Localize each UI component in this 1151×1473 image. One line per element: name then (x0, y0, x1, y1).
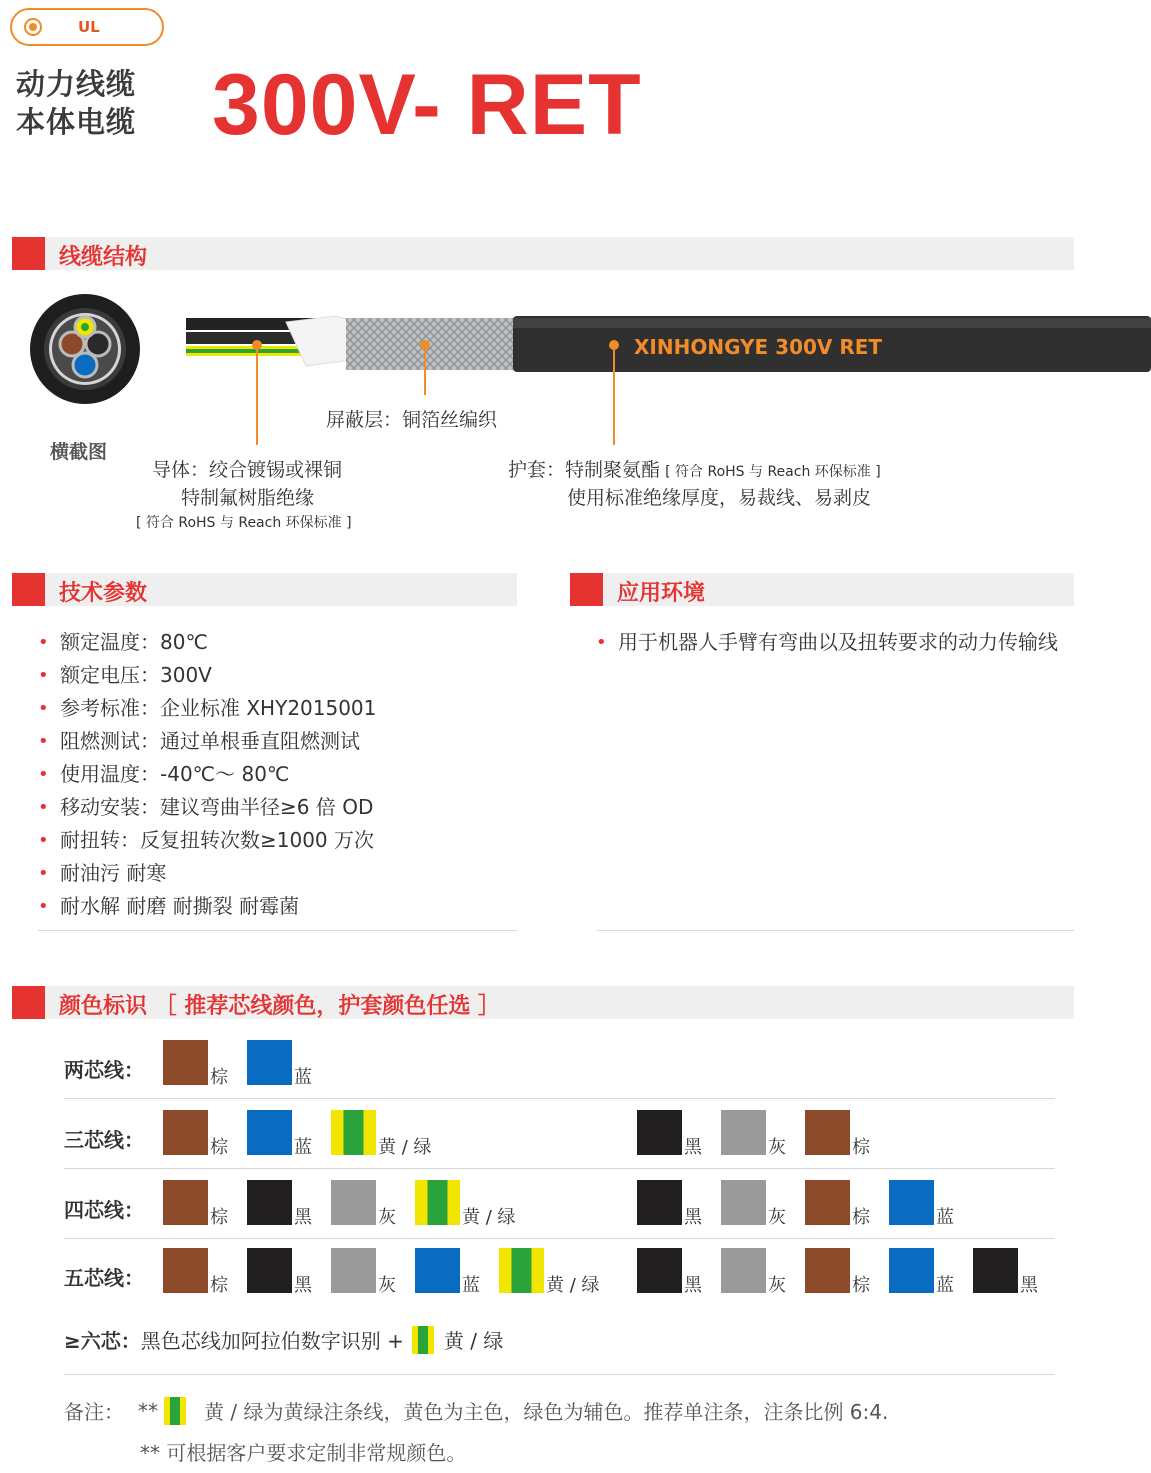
color-name: 灰 (768, 1275, 786, 1296)
list-item: • 使用温度：-40℃～ 80℃ (38, 758, 518, 791)
note-1: 黄 / 绿为黄绿注条线，黄色为主色，绿色为辅色。推荐单注条，注条比例 6:4. (204, 1400, 889, 1424)
color-swatch (331, 1248, 376, 1293)
color-name: 黄 / 绿 (462, 1207, 516, 1228)
color-swatch (889, 1248, 934, 1293)
cable-print-text: XINHONGYE 300V RET (634, 335, 883, 359)
color-swatch (721, 1248, 766, 1293)
section-marker (12, 986, 45, 1019)
color-swatch (331, 1180, 376, 1225)
note-label: 备注： (64, 1400, 124, 1424)
color-swatch (415, 1180, 460, 1225)
section-bar-structure (12, 237, 1074, 270)
section-bar-application (570, 573, 1074, 606)
divider (64, 1238, 1055, 1239)
color-swatch (973, 1248, 1018, 1293)
conductor-label: 导体：绞合镀锡或裸铜 (152, 459, 343, 481)
color-name: 棕 (210, 1275, 228, 1296)
six-core-yg-label: 黄 / 绿 (443, 1329, 504, 1353)
color-swatch (637, 1248, 682, 1293)
color-name: 灰 (378, 1207, 396, 1228)
section-bar-tech (12, 573, 517, 606)
color-swatch (721, 1110, 766, 1155)
six-core-label: ≥六芯： (64, 1329, 141, 1353)
yellow-green-swatch (164, 1397, 186, 1425)
tech-param-list (38, 626, 518, 923)
color-name: 棕 (210, 1207, 228, 1228)
note-row-1 (64, 1396, 888, 1425)
color-name: 灰 (378, 1275, 396, 1296)
color-name: 棕 (852, 1275, 870, 1296)
color-name: 蓝 (936, 1275, 954, 1296)
color-name: 蓝 (936, 1207, 954, 1228)
color-swatch (721, 1180, 766, 1225)
jacket-label: 护套：特制聚氨酯 (508, 459, 661, 481)
shield-pointer (424, 345, 426, 395)
color-name: 棕 (852, 1137, 870, 1158)
color-name: 蓝 (294, 1067, 312, 1088)
list-item: • 用于机器人手臂有弯曲以及扭转要求的动力传输线 (596, 626, 1136, 659)
color-swatch (499, 1248, 544, 1293)
jacket-description: 使用标准绝缘厚度，易裁线、易剥皮 (567, 487, 872, 509)
color-swatch (805, 1110, 850, 1155)
section-marker (12, 237, 45, 270)
six-core-row (64, 1325, 503, 1354)
standard-badge (10, 8, 164, 46)
list-item: • 耐水解 耐磨 耐撕裂 耐霉菌 (38, 890, 518, 923)
divider (38, 930, 517, 931)
color-name: 蓝 (462, 1275, 480, 1296)
color-swatch (637, 1110, 682, 1155)
note-2: ** 可根据客户要求定制非常规颜色。 (140, 1441, 467, 1465)
list-item: • 阻燃测试：通过单根垂直阻燃测试 (38, 725, 518, 758)
jacket-pointer (613, 345, 615, 445)
color-swatch (163, 1248, 208, 1293)
color-name: 黑 (684, 1137, 702, 1158)
color-swatch (247, 1180, 292, 1225)
color-name: 棕 (210, 1137, 228, 1158)
list-item: • 额定电压：300V (38, 659, 518, 692)
color-swatch (163, 1180, 208, 1225)
jacket-label-line (508, 455, 881, 482)
list-item: • 耐扭转：反复扭转次数≥1000 万次 (38, 824, 518, 857)
core-count-label: 四芯线： (64, 1198, 144, 1222)
section-title-application: 应用环境 (617, 581, 706, 606)
jacket-rohs-note: [ 符合 RoHS 与 Reach 环保标准 ] (665, 464, 881, 480)
color-name: 黄 / 绿 (546, 1275, 600, 1296)
divider (597, 930, 1074, 931)
list-item: • 移动安装：建议弯曲半径≥6 倍 OD (38, 791, 518, 824)
color-swatch (331, 1110, 376, 1155)
color-name: 黑 (684, 1275, 702, 1296)
application-list (596, 626, 1136, 659)
shield-label: 屏蔽层：铜箔丝编织 (326, 409, 498, 431)
color-name: 灰 (768, 1207, 786, 1228)
badge-label: UL (78, 18, 100, 36)
color-name: 灰 (768, 1137, 786, 1158)
color-swatch (163, 1040, 208, 1085)
color-swatch (889, 1180, 934, 1225)
cross-section-image (28, 292, 142, 406)
note-stars: ** (138, 1398, 158, 1423)
divider (64, 1374, 1055, 1375)
radio-dot-icon (24, 18, 42, 36)
color-name: 棕 (210, 1067, 228, 1088)
six-core-text: 黑色芯线加阿拉伯数字识别 + (140, 1329, 404, 1353)
list-item: • 额定温度：80℃ (38, 626, 518, 659)
color-name: 蓝 (294, 1137, 312, 1158)
color-swatch (163, 1110, 208, 1155)
color-swatch (247, 1248, 292, 1293)
core-count-label: 两芯线： (64, 1058, 144, 1082)
section-title-colors: 颜色标识 ［ 推荐芯线颜色，护套颜色任选 ］ (59, 994, 500, 1019)
section-marker (570, 573, 603, 606)
color-swatch (805, 1180, 850, 1225)
category-line-1: 动力线缆 (16, 67, 137, 101)
color-swatch (805, 1248, 850, 1293)
core-count-label: 三芯线： (64, 1128, 144, 1152)
color-name: 黑 (294, 1207, 312, 1228)
section-marker (12, 573, 45, 606)
color-name: 棕 (852, 1207, 870, 1228)
yellow-green-swatch (412, 1326, 434, 1354)
section-bar-colors (12, 986, 1074, 1019)
divider (64, 1098, 1055, 1099)
cross-section-label: 横截图 (50, 441, 108, 463)
color-swatch (415, 1248, 460, 1293)
section-title-structure: 线缆结构 (59, 245, 148, 270)
divider (64, 1168, 1055, 1169)
list-item: • 参考标准：企业标准 XHY2015001 (38, 692, 518, 725)
section-title-tech: 技术参数 (59, 581, 148, 606)
color-name: 黑 (1020, 1275, 1038, 1296)
list-item: • 耐油污 耐寒 (38, 857, 518, 890)
color-swatch (247, 1040, 292, 1085)
conductor-insulation-label: 特制氟树脂绝缘 (181, 487, 315, 509)
model-title: 300V- RET (212, 57, 642, 153)
color-name: 黑 (294, 1275, 312, 1296)
conductor-rohs-note: [ 符合 RoHS 与 Reach 环保标准 ] (136, 515, 352, 531)
core-count-label: 五芯线： (64, 1266, 144, 1290)
color-swatch (637, 1180, 682, 1225)
category-line-2: 本体电缆 (16, 105, 137, 139)
color-swatch (247, 1110, 292, 1155)
conductor-pointer (256, 345, 258, 445)
color-name: 黄 / 绿 (378, 1137, 432, 1158)
color-name: 黑 (684, 1207, 702, 1228)
